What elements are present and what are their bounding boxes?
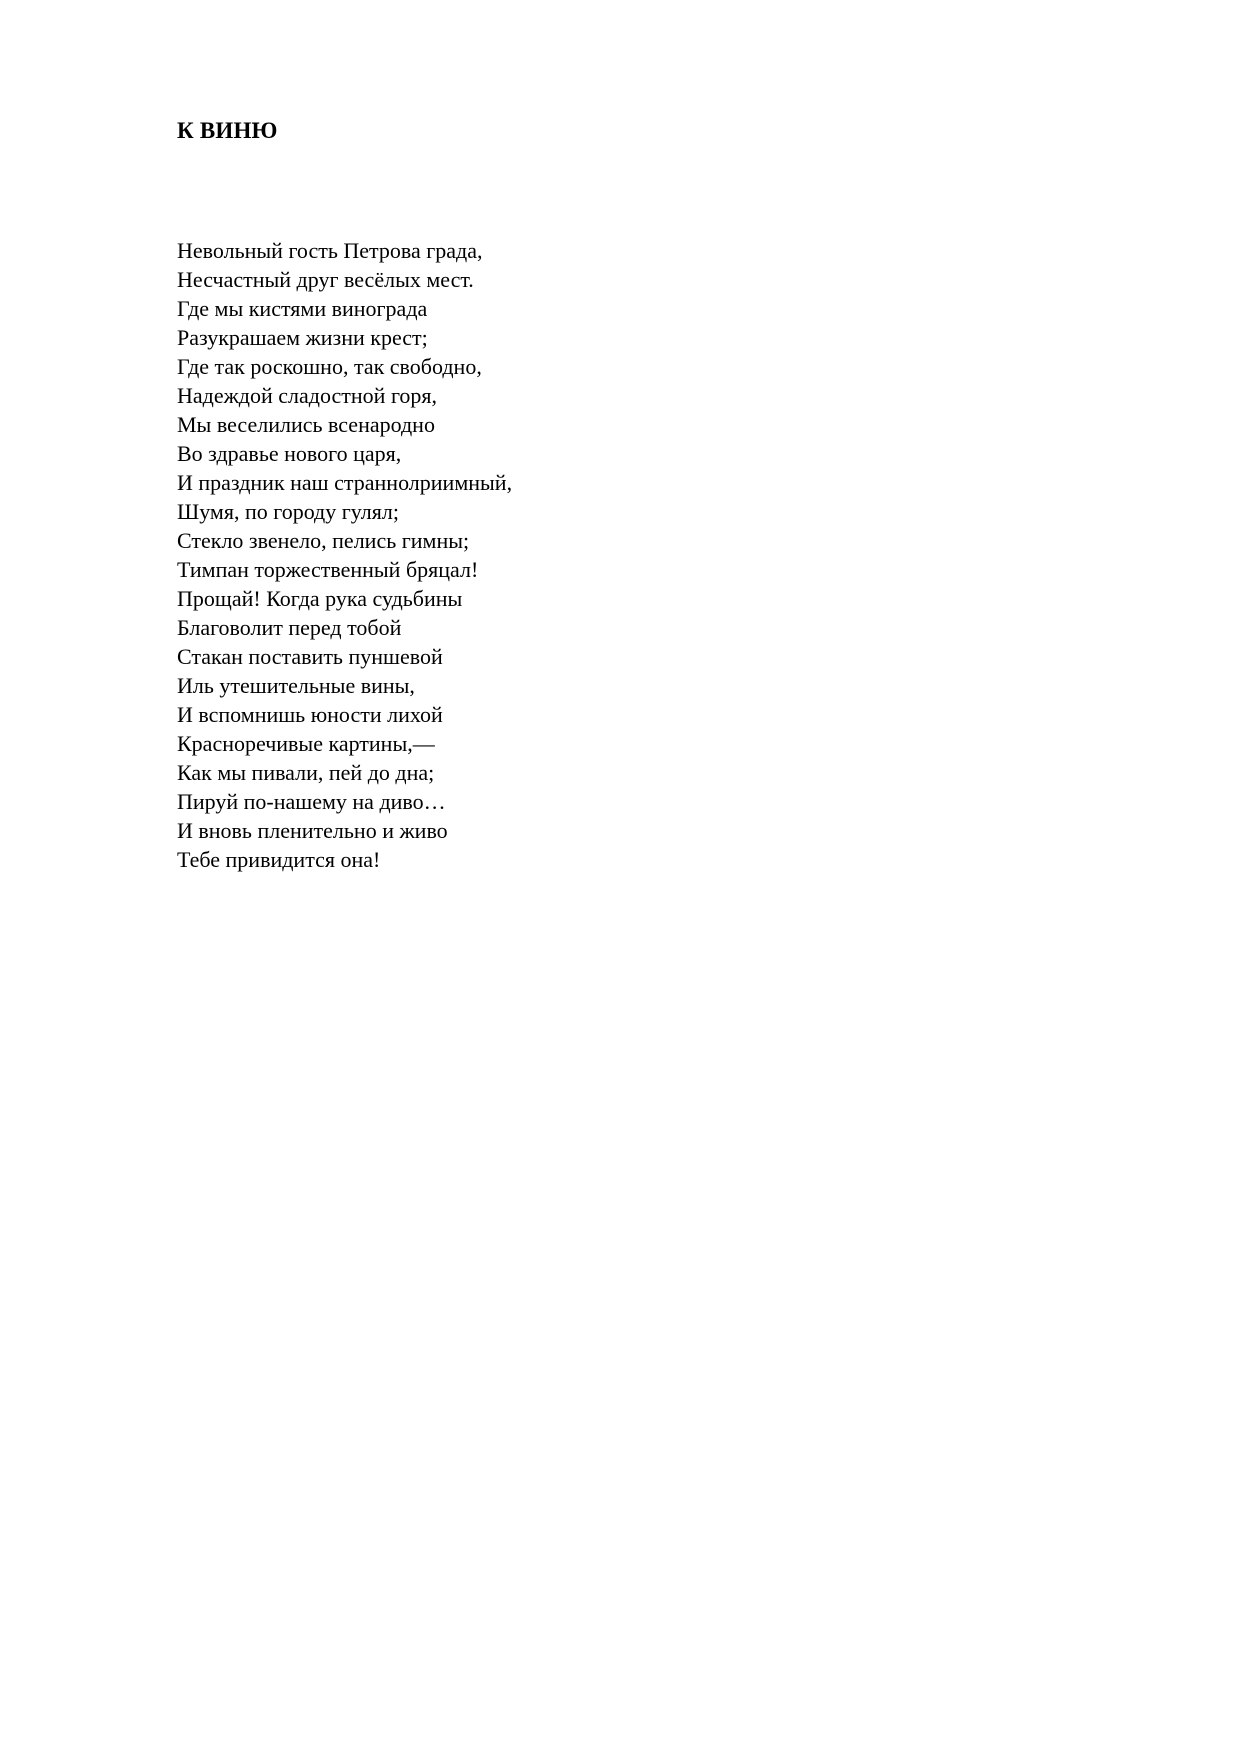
- poem-line: Где так роскошно, так свободно,: [177, 354, 482, 379]
- poem-line: Шумя, по городу гулял;: [177, 499, 399, 524]
- poem-line: Тебе привидится она!: [177, 847, 381, 872]
- poem-line: Прощай! Когда рука судьбины: [177, 586, 463, 611]
- poem-line: И праздник наш страннолриимный,: [177, 470, 513, 495]
- poem-line: Тимпан торжественный бряцал!: [177, 557, 479, 582]
- poem-line: Невольный гость Петрова града,: [177, 238, 483, 263]
- poem-line: Во здравье нового царя,: [177, 441, 402, 466]
- poem-line: Разукрашаем жизни крест;: [177, 325, 428, 350]
- poem-line: Несчастный друг весёлых мест.: [177, 267, 474, 292]
- poem-body: [177, 236, 512, 874]
- poem-line: Где мы кистями винограда: [177, 296, 428, 321]
- poem-line: И вспомнишь юности лихой: [177, 702, 443, 727]
- poem-line: Стакан поставить пуншевой: [177, 644, 443, 669]
- poem-line: Пируй по-нашему на диво…: [177, 789, 446, 814]
- poem-line: Красноречивые картины,—: [177, 731, 435, 756]
- poem-line: Мы веселились всенародно: [177, 412, 435, 437]
- poem-line: Как мы пивали, пей до дна;: [177, 760, 435, 785]
- poem-line: И вновь пленительно и живо: [177, 818, 448, 843]
- poem-line: Надеждой сладостной горя,: [177, 383, 438, 408]
- poem-line: Иль утешительные вины,: [177, 673, 415, 698]
- poem-line: Стекло звенело, пелись гимны;: [177, 528, 470, 553]
- poem-title: К ВИНЮ: [177, 118, 278, 143]
- poem-line: Благоволит перед тобой: [177, 615, 402, 640]
